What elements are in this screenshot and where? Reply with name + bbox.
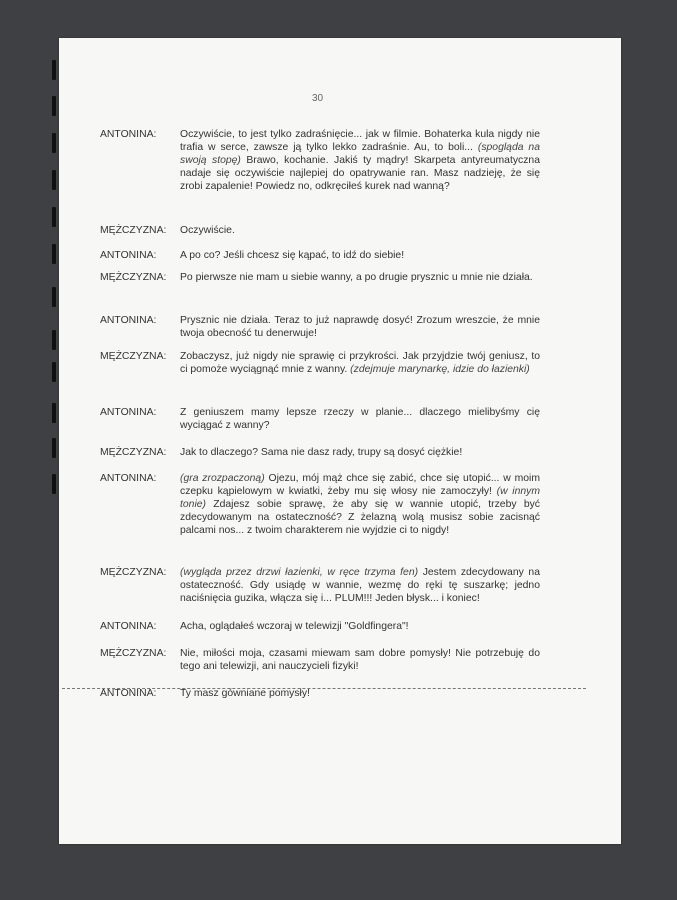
speech-text [180, 128, 540, 193]
binding-hole [52, 244, 56, 264]
dialogue-line [100, 128, 540, 193]
binding-hole [52, 287, 56, 307]
speech-text [180, 472, 540, 537]
speech-text [180, 224, 540, 237]
speech-fragment: Acha, oglądałeś wczoraj w telewizji "Goldfingera"! [180, 621, 409, 632]
binding-hole [52, 133, 56, 153]
dialogue-line [100, 647, 540, 673]
speaker-name: MĘŻCZYZNA: [100, 351, 167, 362]
stage-direction: (w innym tonie) [180, 486, 540, 510]
dialogue-line [100, 249, 540, 262]
speech-fragment: Prysznic nie działa. Teraz to już naprawdę dosyć! Zrozum wreszcie, że mnie twoja obecność tu denerwuje! [180, 315, 540, 339]
speech-text [180, 314, 540, 340]
speech-text [180, 566, 540, 605]
speech-text [180, 446, 540, 459]
speech-fragment: Jestem zdecydowany na ostateczność. Gdy usiądę w wannie, wezmę do ręki tę suszarkę; jedno naciśnięcia guzika, włącza się i... PLUM!!! Jeden błysk... i koniec! [180, 567, 540, 604]
speech-fragment: Po pierwsze nie mam u siebie wanny, a po drugie prysznic u mnie nie działa. [180, 272, 533, 283]
binding-hole [52, 403, 56, 423]
binding-hole [52, 170, 56, 190]
speech-text [180, 620, 540, 633]
speaker-name: MĘŻCZYZNA: [100, 225, 167, 236]
speech-fragment: Jak to dlaczego? Sama nie dasz rady, trupy są dosyć ciężkie! [180, 447, 463, 458]
speech-text [180, 647, 540, 673]
speaker-name: ANTONINA: [100, 621, 157, 632]
speech-text [180, 406, 540, 432]
cut-line [62, 688, 586, 689]
speaker-name: MĘŻCZYZNA: [100, 272, 167, 283]
page-number: 30 [312, 93, 324, 104]
binding-hole [52, 60, 56, 80]
speaker-name: ANTONINA: [100, 473, 157, 484]
dialogue-line [100, 566, 540, 605]
dialogue-line [100, 224, 540, 237]
speaker-name: ANTONINA: [100, 407, 157, 418]
binding-hole [52, 96, 56, 116]
speech-fragment: Oczywiście. [180, 225, 235, 236]
speech-fragment: Nie, miłości moja, czasami miewam sam dobre pomysły! Nie potrzebuję do tego ani telewizji, ani nauczycieli fizyki! [180, 648, 540, 672]
speech-fragment: Ty masz gówniane pomysły! [180, 688, 310, 699]
speaker-name: MĘŻCZYZNA: [100, 648, 167, 659]
binding-hole [52, 207, 56, 227]
speech-text [180, 271, 540, 284]
speech-fragment: Zobaczysz, już nigdy nie sprawię ci przykrości. Jak przyjdzie twój geniusz, to ci pomoże wyciągnąć mnie z wanny. [180, 351, 540, 375]
dialogue-line [100, 472, 540, 537]
binding-hole [52, 330, 56, 350]
speaker-name: ANTONINA: [100, 129, 157, 140]
dialogue-line [100, 620, 540, 633]
dialogue-line [100, 314, 540, 340]
stage-direction: (zdejmuje marynarkę, idzie do łazienki) [350, 364, 530, 375]
binding-hole [52, 438, 56, 458]
dialogue-line [100, 446, 540, 459]
speech-fragment: Brawo, kochanie. Jakiś ty mądry! Skarpeta antyreumatyczna nadaje się oczywiście najlepiej do opatrywanie ran. Masz nadzieję, że się zrobi zapalenie! Powiedz no, odkręciłeś kurek nad wanną? [180, 155, 540, 192]
speech-text [180, 249, 540, 262]
speech-fragment: Z geniuszem mamy lepsze rzeczy w planie... dlaczego mielibyśmy cię wyciągać z wanny? [180, 407, 540, 431]
speaker-name: ANTONINA: [100, 250, 157, 261]
binding-hole [52, 362, 56, 382]
speaker-name: ANTONINA: [100, 315, 157, 326]
speaker-name: ANTONINA: [100, 688, 157, 699]
speaker-name: MĘŻCZYZNA: [100, 567, 167, 578]
speech-fragment: Oczywiście, to jest tylko zadraśnięcie... jak w filmie. Bohaterka kula nigdy nie trafia w serce, zawsze ją tylko lekko zadraśnie. Au, to boli... [180, 129, 540, 153]
stage-direction: (wygląda przez drzwi łazienki, w ręce trzyma fen) [180, 567, 419, 578]
speaker-name: MĘŻCZYZNA: [100, 447, 167, 458]
speech-text [180, 350, 540, 376]
stage-direction: (spogląda na swoją stopę) [180, 142, 540, 166]
dialogue-line [100, 406, 540, 432]
stage-direction: (gra zrozpaczoną) [180, 473, 265, 484]
speech-fragment: Zdajesz sobie sprawę, że aby się w wannie utopić, trzeby być zdecydowanym na ostateczność? Z żelazną wolą musisz sobie zacisnąć palcami nos... z twoim charakterem nie wyjdzie ci to nigdy! [180, 499, 540, 536]
binding-hole [52, 474, 56, 494]
speech-fragment: A po co? Jeśli chcesz się kąpać, to idź do siebie! [180, 250, 405, 261]
dialogue-line [100, 271, 540, 284]
dialogue-line [100, 350, 540, 376]
speech-fragment: Ojezu, mój mąż chce się zabić, chce się utopić... w moim czepku kąpielowym w kwiatki, żeby mu się włosy nie zamoczyły! [180, 473, 540, 497]
